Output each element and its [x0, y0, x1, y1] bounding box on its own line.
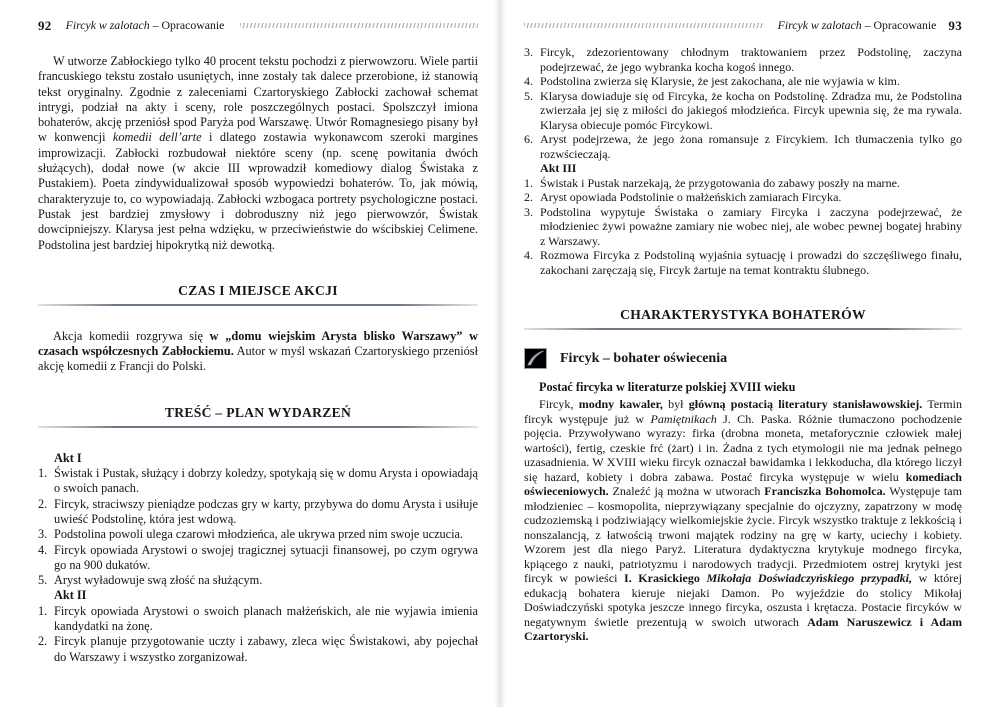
page-right: [500, 0, 1000, 707]
header-rule-right: [524, 23, 764, 28]
akt-3-label: Akt III: [540, 161, 577, 175]
list-item: 4. Podstolina zwierza się Klarysie, że jest zakochana, ale nie wyjawia w kim.: [524, 74, 900, 88]
running-head-right: [524, 18, 962, 33]
plan-wydarzen-list-continued: [524, 45, 962, 277]
list-item: 1. Fircyk opowiada Arystowi o swoich planach małżeńskich, ale nie wyjawia imienia kandydatki na żonę.: [38, 603, 478, 634]
section-rule-tresc: [38, 426, 478, 428]
header-rule-left: [240, 23, 478, 28]
akt-1-label: Akt I: [54, 450, 82, 465]
list-item: 2. Aryst opowiada Podstolinie o małżeńskich zamiarach Fircyka.: [524, 190, 842, 204]
running-title-right: Fircyk w zalotach – Opracowanie: [777, 18, 937, 32]
topic-heading-text: Fircyk – bohater oświecenia: [560, 350, 728, 366]
running-head-left: [38, 18, 478, 33]
charakterystyka-paragraph: Fircyk, modny kawaler, był główną postacią literatury stanisławowskiej. Termin fircyk występuje już w Pamiętnikach J. Ch. Paska. Różnie tłumaczono pochodzenie pojęcia. Przywoływano wyrazy: firka (drobna moneta, metaforycznie człowiek małej wartości), fertig, czeskie frć (żart) i in. Żadna z tych etymologii nie ma jednak pełnego uzasadnienia. W XVIII wieku fircyk oznaczał bawidamka i lekkoducha, dla którego liczył się hazard, kobiety i dobra zabawa. Postać fircyka występuje w wielu komediach oświeceniowych. Znaleźć ją można w utworach Franciszka Bohomolca. Występuje tam młodzieniec – kosmopolita, nieprzywiązany specjalnie do ojczyzny, zapatrzony w modę cudzoziemską i podziwiający wielkomiejskie życie. Fircyk wszystko traktuje z lekkością i nonszalancją, z łatwością trwoni majątek rodziny na grę w karty, uciechy i kobiety. Wzorem jest dla niego Paryż. Literatura dydaktyczna krytykuje modnego fircyka, kpiącego z nauki, patriotyzmu i narodowych tradycji. Przedmiotem ostrej krytyki jest fircyk w powieści I. Krasickiego Mikołaja Doświadczyńskiego przypadki, w której edukacją bohatera kieruje niejaki Damon. Po wyjeździe do stolicy Mikołaj Doświadczyński spotyka jeszcze innego fircyka, oszusta i krętacza. Postacie fircyków w negatywnym świetle prezentują w swoich utworach Adam Naruszewicz i Adam Czartoryski.: [524, 397, 963, 643]
intro-paragraph: W utworze Zabłockiego tylko 40 procent tekstu pochodzi z pierwowzoru. Wiele partii francuskiego tekstu zostało usuniętych, inne zostały tak dalece przerobione, iż stanowią tekst oryginalny. Zgodnie z zaleceniami Czartoryskiego Zabłocki zachował schemat intrygi, podział na akty i sceny, role poszczególnych postaci. Spolszczył imiona bohaterów, akcję przeniósł spod Paryża pod Warszawę. Utwór Romagnesiego pisany był w konwencji komedii dell’arte i dlatego zostawia wykonawcom szeroki margines improwizacji. Zabłocki rozbudował niektóre sceny (np. scenę powitania dwóch służących), dodał nowe (w akcie III wprowadził komediowy dialog Świstaka z Pustakiem). Poeta zindywidualizował sposób wypowiedzi bohaterów. To, jak mówią, charakteryzuje to, co wypowiadają. Zabłocki wzbogaca portrety psychologiczne postaci. Pustak jest bardziej zmysłowy i dobroduszny niż jego pierwowzór, Świstak dowcipniejszy. Klarysa jest pełna wdzięku, w przeciwieństwie do wścibskiej Celimene. Podstolina jest bardziej hipokrytką niż dewotką.: [38, 54, 478, 252]
list-item: 5. Klarysa dowiaduje się od Fircyka, że kocha on Podstolinę. Zdradza mu, że Podstolina zwierzała jej się z miłości do jakiegoś młodzieńca. Fircyk upewnia się, że ma rywala. Klarysa obiecuje pomóc Fircykowi.: [524, 88, 962, 132]
section-heading-tresc: TREŚĆ – PLAN WYDARZEŃ: [164, 404, 352, 420]
list-item: 2. Fircyk, straciwszy pieniądze podczas gry w karty, przybywa do domu Arysta i usiłuje uwieść Podstolinę, która jest wdową.: [38, 496, 478, 526]
page-number-right: 93: [948, 17, 962, 33]
page-number-left: 92: [38, 17, 52, 33]
list-item: 1. Świstak i Pustak, służący i dobrzy koledzy, spotykają się w domu Arysta i opowiadają o swoich panach.: [38, 466, 478, 496]
list-item: 3. Fircyk, zdezorientowany chłodnym traktowaniem przez Podstolinę, zaczyna podejrzewać, że jego wybranka kocha kogoś innego.: [524, 45, 962, 74]
section-heading-charakterystyka: CHARAKTERYSTYKA BOHATERÓW: [620, 307, 866, 322]
akt-2-label: Akt II: [54, 588, 87, 603]
list-item: 1. Świstak i Pustak narzekają, że przygotowania do zabawy poszły na marne.: [524, 175, 900, 190]
running-title-left: Fircyk w zalotach – Opracowanie: [65, 18, 225, 32]
section-heading-czas: CZAS I MIEJSCE AKCJI: [178, 282, 338, 298]
list-item: 6. Aryst podejrzewa, że jego żona romansuje z Fircykiem. Ich tłumaczenia tylko go rozwścieczają.: [524, 132, 962, 161]
list-item: 5. Aryst wyładowuje swą złość na służącym.: [38, 573, 263, 588]
section-rule-czas: [38, 304, 478, 306]
paragraph-heading: Postać fircyka w literaturze polskiej XVIII wieku: [539, 380, 796, 394]
topic-heading-fircyk: [524, 348, 962, 369]
list-item: 3. Podstolina powoli ulega czarowi młodzieńca, ale ukrywa przed nim swoje uczucia.: [38, 527, 464, 542]
feather-stamp-icon: [524, 348, 547, 369]
czas-paragraph: Akcja komedii rozgrywa się w „domu wiejskim Arysta blisko Warszawy” w czasach współczesnych Zabłockiemu. Autor w myśl wskazań Czartoryskiego przeniósł akcję komedii z Francji do Polski.: [38, 328, 478, 374]
list-item: 2. Fircyk planuje przygotowanie uczty i zabawy, zleca więc Świstakowi, aby pojechał do Warszawy i wszystko zorganizował.: [38, 634, 478, 664]
list-item: 4. Rozmowa Fircyka z Podstoliną wyjaśnia sytuację i prowadzi do szczęśliwego finału, zakochani zaręczają się, Fircyk żartuje na temat kontraktu ślubnego.: [524, 248, 962, 277]
plan-wydarzen-list: [38, 451, 478, 665]
page-gutter-shadow: [494, 0, 506, 707]
section-rule-charakterystyka: [524, 328, 962, 330]
list-item: 4. Fircyk opowiada Arystowi o swojej tragicznej sytuacji finansowej, po czym ogrywa go na 900 dukatów.: [38, 542, 478, 572]
list-item: 3. Podstolina wypytuje Świstaka o zamiary Fircyka i zaczyna podejrzewać, że młodzieniec żywi poważne zamiary nie wobec niej, ale wobec pewnej bogatej hrabiny z Warszawy.: [524, 204, 962, 248]
